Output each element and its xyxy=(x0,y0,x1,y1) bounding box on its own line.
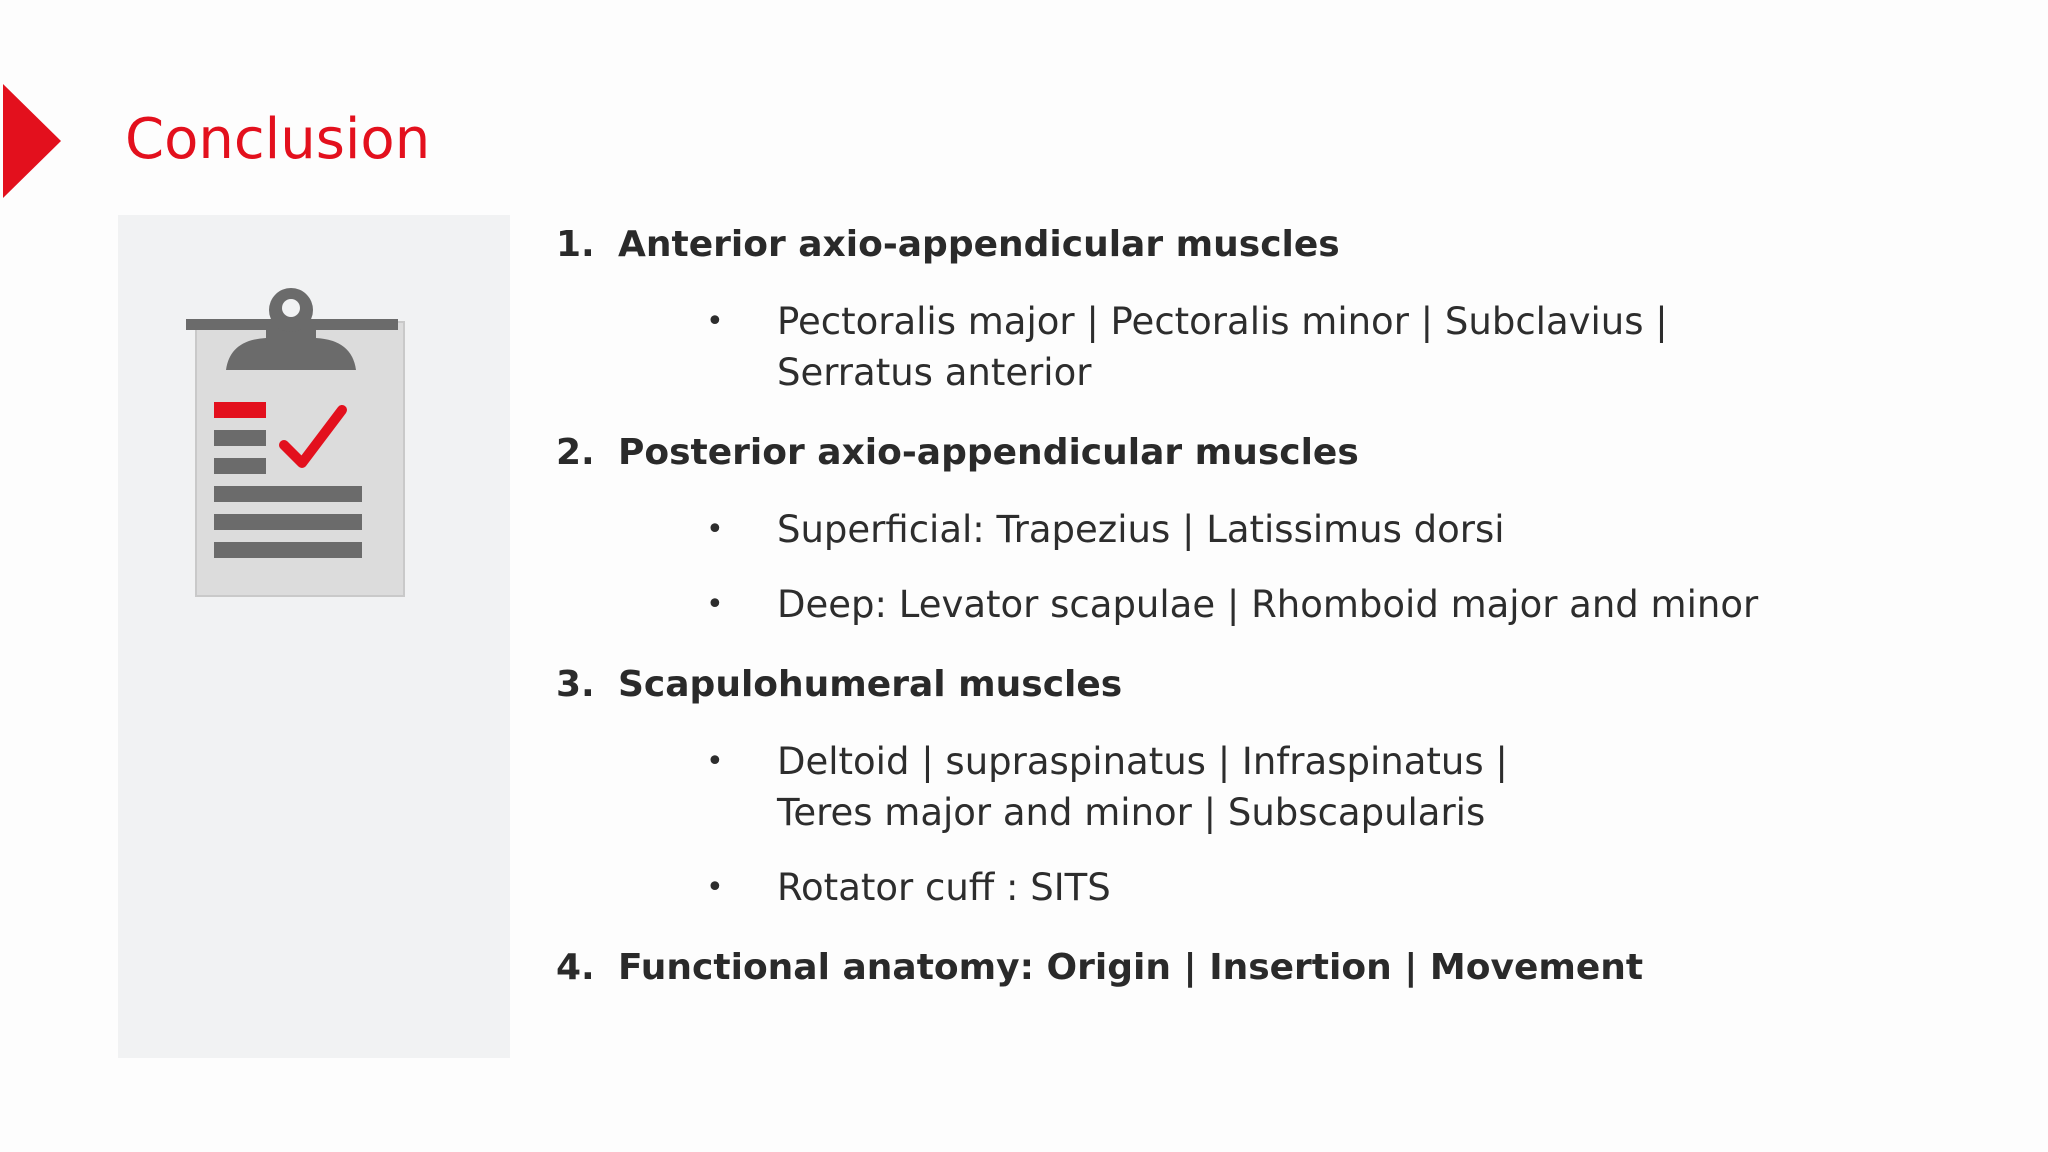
list-item xyxy=(556,862,2016,913)
section-title: Functional anatomy: Origin | Insertion | Movement xyxy=(618,947,1644,988)
section-heading xyxy=(556,218,2016,272)
bullet-icon: • xyxy=(706,587,724,622)
section-title: Scapulohumeral muscles xyxy=(618,664,1123,705)
list-item xyxy=(556,504,2016,555)
section-heading xyxy=(556,658,2016,712)
side-panel xyxy=(118,215,510,1058)
list-item xyxy=(556,736,2016,838)
slide-title: Conclusion xyxy=(125,107,431,172)
list-item xyxy=(556,296,2016,398)
bullet-icon: • xyxy=(706,870,724,905)
list-item-line: Pectoralis major | Pectoralis minor | Subclavius | xyxy=(777,300,1668,343)
section-number: 2. xyxy=(556,432,595,473)
list-item-line: Teres major and minor | Subscapularis xyxy=(777,791,1486,834)
title-arrow-marker xyxy=(3,84,61,198)
bullet-icon: • xyxy=(706,744,724,779)
section-scapulohumeral xyxy=(556,658,2016,913)
list-item-line: Rotator cuff : SITS xyxy=(777,866,1111,909)
list-item-line: Deltoid | supraspinatus | Infraspinatus | xyxy=(777,740,1508,783)
list-item-line: Serratus anterior xyxy=(777,351,1092,394)
bullet-icon: • xyxy=(706,304,724,339)
section-number: 3. xyxy=(556,664,595,705)
list-item xyxy=(556,579,2016,630)
list-item-line: Deep: Levator scapulae | Rhomboid major and minor xyxy=(777,583,1759,626)
section-heading xyxy=(556,941,2016,995)
clipboard-checklist-icon xyxy=(186,280,416,605)
section-anterior xyxy=(556,218,2016,398)
section-title: Anterior axio-appendicular muscles xyxy=(618,224,1340,265)
conclusion-list xyxy=(556,218,2016,995)
bullet-icon: • xyxy=(706,512,724,547)
list-item-line: Superficial: Trapezius | Latissimus dorsi xyxy=(777,508,1505,551)
section-functional-anatomy xyxy=(556,941,2016,995)
section-number: 4. xyxy=(556,947,595,988)
section-title: Posterior axio-appendicular muscles xyxy=(618,432,1359,473)
section-heading xyxy=(556,426,2016,480)
section-posterior xyxy=(556,426,2016,630)
section-number: 1. xyxy=(556,224,595,265)
